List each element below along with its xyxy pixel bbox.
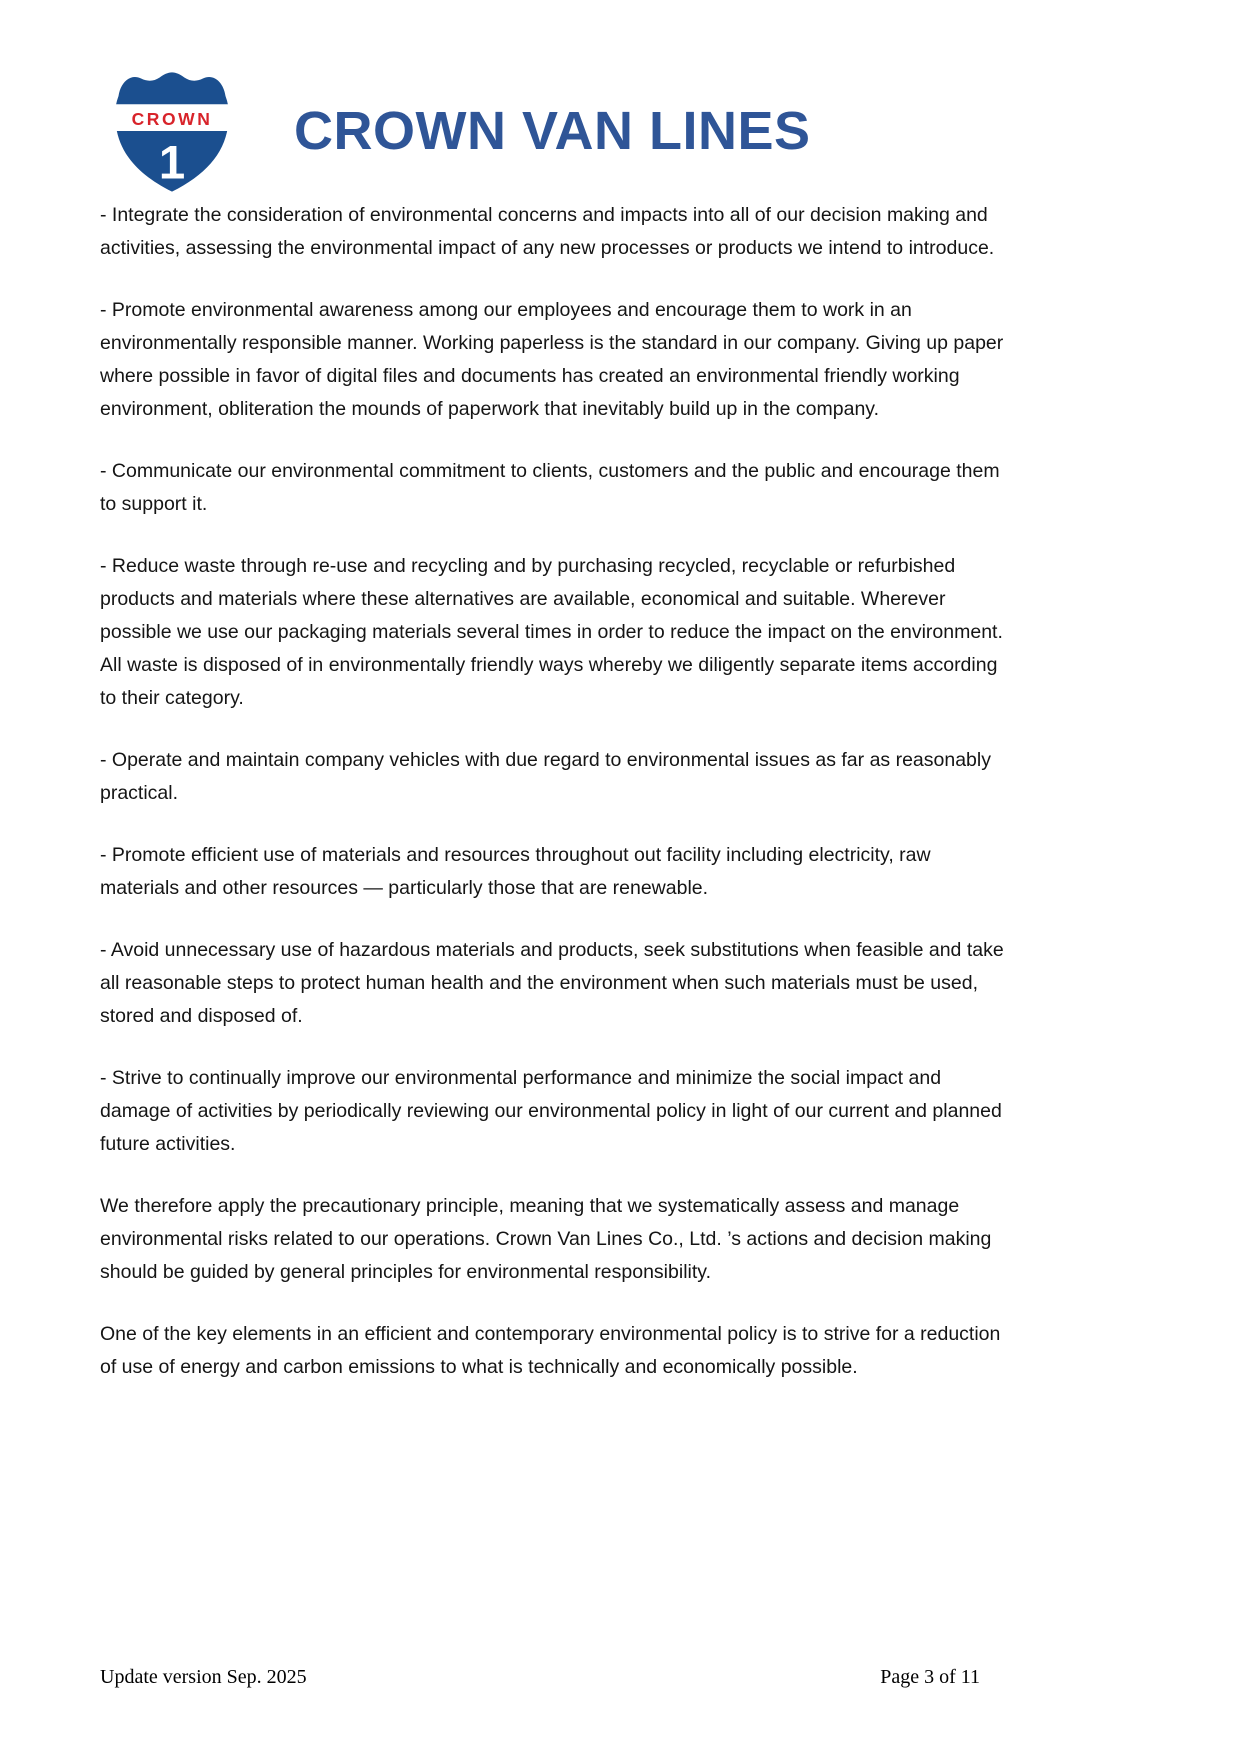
shield-route-number: 1 bbox=[158, 136, 186, 190]
policy-paragraph: - Integrate the consideration of environmental concerns and impacts into all of our decision making and activities, assessing the environmental impact of any new processes or products we intend to introduce. bbox=[100, 204, 995, 259]
policy-paragraph: - Promote environmental awareness among our employees and encourage them to work in an environmentally responsible manner. Working paperless is the standard in our company. Giving up paper where possible in favor of digital files and documents has created an environmental friendly working environment, obliteration the mounds of paperwork that inevitably build up in the company. bbox=[100, 299, 1004, 420]
policy-paragraph: We therefore apply the precautionary principle, meaning that we systematically assess and manage environmental risks related to our operations. Crown Van Lines Co., Ltd. ’s actions and decision making should be guided by general principles for environmental responsibility. bbox=[100, 1195, 992, 1283]
policy-paragraph: - Operate and maintain company vehicles with due regard to environmental issues as far as reasonably practical. bbox=[100, 749, 991, 804]
route-shield-icon bbox=[100, 64, 244, 198]
policy-paragraph: - Avoid unnecessary use of hazardous materials and products, seek substitutions when feasible and take all reasonable steps to protect human health and the environment when such materials must be used, stored and disposed of. bbox=[100, 939, 1004, 1027]
shield-band-label: CROWN bbox=[131, 108, 213, 129]
policy-paragraph: - Reduce waste through re-use and recycling and by purchasing recycled, recyclable or refurbished products and materials where these alternatives are available, economical and suitable. Wherever possible we use our packaging materials several times in order to reduce the impact on the environment. All waste is disposed of in environmentally friendly ways whereby we diligently separate items according to their category. bbox=[100, 555, 1003, 709]
document-footer bbox=[100, 1666, 980, 1689]
document-header bbox=[100, 64, 811, 198]
policy-paragraph: - Promote efficient use of materials and resources throughout out facility including electricity, raw materials and other resources — particularly those that are renewable. bbox=[100, 844, 931, 899]
policy-paragraphs bbox=[100, 199, 1015, 1413]
policy-paragraph: - Communicate our environmental commitment to clients, customers and the public and encourage them to support it. bbox=[100, 460, 1000, 515]
policy-paragraph: One of the key elements in an efficient and contemporary environmental policy is to strive for a reduction of use of energy and carbon emissions to what is technically and economically possible. bbox=[100, 1323, 1001, 1378]
footer-version-text: Update version Sep. 2025 bbox=[100, 1666, 307, 1688]
company-title: CROWN VAN LINES bbox=[294, 101, 811, 161]
crown-shield-logo bbox=[100, 64, 244, 198]
policy-paragraph: - Strive to continually improve our environmental performance and minimize the social impact and damage of activities by periodically reviewing our environmental policy in light of our current and planned future activities. bbox=[100, 1067, 1002, 1155]
footer-page-number: Page 3 of 11 bbox=[880, 1666, 980, 1688]
